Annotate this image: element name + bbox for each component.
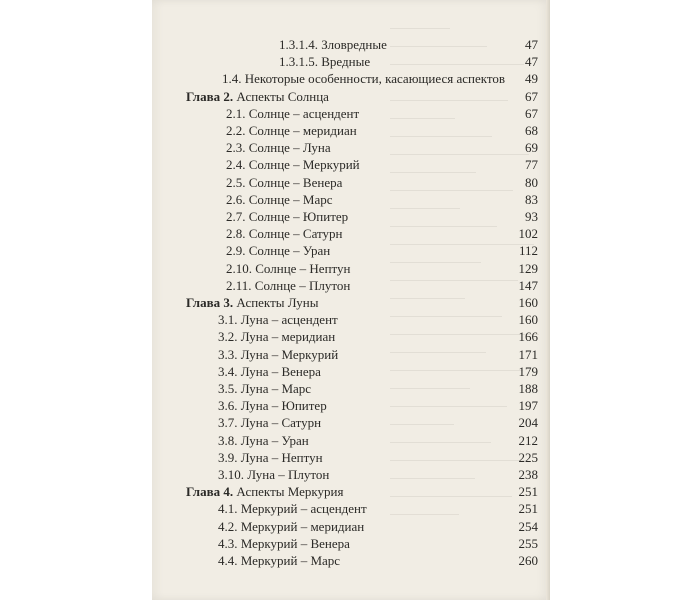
toc-entry-text: 3.6. Луна – Юпитер xyxy=(218,398,327,414)
toc-entry-title xyxy=(226,122,357,140)
toc-entry-title xyxy=(218,500,367,518)
toc-entry-row xyxy=(0,242,700,260)
toc-entry-text: 1.4. Некоторые особенности, касающиеся аспектов xyxy=(222,71,506,87)
toc-entry-row xyxy=(0,449,700,467)
toc-entry-title xyxy=(226,139,331,157)
toc-page-number: 188 xyxy=(518,381,538,396)
toc-page-number: 238 xyxy=(518,467,538,482)
toc-entry-text: 3.7. Луна – Сатурн xyxy=(218,415,322,431)
toc-entry-title xyxy=(226,174,342,192)
toc-entry-text: 2.10. Солнце – Нептун xyxy=(226,260,351,276)
toc-entry-text: 2.11. Солнце – Плутон xyxy=(226,277,351,293)
toc-entry-title xyxy=(218,518,364,536)
toc-entry-text: 4.1. Меркурий – асцендент xyxy=(218,501,367,517)
toc-page-number: 102 xyxy=(518,226,538,242)
toc-entry-text: 4.2. Меркурий – меридиан xyxy=(218,518,365,534)
toc-entry-text: 1.3.1.4. Зловредные xyxy=(279,37,387,52)
toc-page-number: 212 xyxy=(518,432,538,448)
toc-entry-text: 2.3. Солнце – Луна xyxy=(226,140,331,156)
toc-page-number: 67 xyxy=(525,88,538,104)
toc-page-number: 179 xyxy=(518,363,538,379)
toc-entry-row xyxy=(0,500,700,518)
toc-entry-row xyxy=(0,105,700,123)
toc-entry-row xyxy=(0,518,700,536)
toc-entry-title xyxy=(218,328,335,346)
toc-chapter-label: Глава 4. xyxy=(186,484,234,500)
toc-page-number: 204 xyxy=(518,415,538,431)
toc-page-number: 112 xyxy=(518,243,538,259)
toc-entry-text: 2.6. Солнце – Марс xyxy=(226,191,333,207)
toc-entry-text: Аспекты Меркурия xyxy=(236,484,344,500)
toc-entry-row xyxy=(0,70,700,88)
toc-chapter-row xyxy=(0,88,700,106)
toc-entry-text: 1.3.1.5. Вредные xyxy=(279,54,371,70)
toc-page-number: 251 xyxy=(518,484,538,500)
toc-entry-text: 3.4. Луна – Венера xyxy=(218,363,321,379)
toc-entry-title xyxy=(222,70,505,88)
toc-entry-text: 3.9. Луна – Нептун xyxy=(218,449,323,465)
toc-entry-title xyxy=(279,53,370,71)
toc-entry-title xyxy=(218,346,338,364)
toc-page-number: 47 xyxy=(525,54,538,70)
toc-page-number: 171 xyxy=(518,346,538,362)
toc-entry-title xyxy=(218,432,309,450)
toc-page-number: 93 xyxy=(525,209,538,224)
toc-entry-title xyxy=(226,260,351,278)
toc-page-number: 49 xyxy=(525,71,538,87)
toc-page-number: 255 xyxy=(518,535,538,551)
toc-page-number: 80 xyxy=(525,174,538,190)
toc-chapter-label: Глава 3. xyxy=(186,295,234,310)
toc-entry-title xyxy=(218,414,321,432)
toc-entry-row xyxy=(0,191,700,209)
toc-entry-title xyxy=(186,483,343,501)
toc-page-number: 160 xyxy=(518,312,538,328)
toc-entry-text: 2.4. Солнце – Меркурий xyxy=(226,157,360,173)
toc-entry-text: 4.3. Меркурий – Венера xyxy=(218,535,350,551)
toc-entry-row xyxy=(0,466,700,484)
toc-page-number: 260 xyxy=(518,553,538,568)
toc-entry-title xyxy=(226,208,348,226)
toc-chapter-row xyxy=(0,483,700,501)
toc-entry-text: 2.5. Солнце – Венера xyxy=(226,174,343,190)
toc-entry-text: 3.2. Луна – меридиан xyxy=(218,329,336,345)
toc-page-number: 83 xyxy=(525,191,538,207)
toc-entry-text: 3.10. Луна – Плутон xyxy=(218,467,330,482)
toc-entry-title xyxy=(218,380,311,398)
toc-page-number: 147 xyxy=(518,277,538,293)
toc-page-number: 69 xyxy=(525,140,538,156)
toc-page-number: 67 xyxy=(525,105,538,121)
toc-page-number: 254 xyxy=(518,518,538,534)
toc-entry-row xyxy=(0,277,700,295)
toc-entry-title xyxy=(218,466,329,484)
toc-chapter-label: Глава 2. xyxy=(186,88,234,104)
toc-entry-row xyxy=(0,397,700,415)
toc-entry-title xyxy=(279,36,387,54)
toc-entry-row xyxy=(0,432,700,450)
toc-entry-title xyxy=(218,535,350,553)
toc-page-number: 68 xyxy=(525,123,538,138)
toc-entry-row xyxy=(0,346,700,364)
toc-entry-title xyxy=(226,191,333,209)
toc-entry-title xyxy=(186,294,318,312)
toc-chapter-row xyxy=(0,294,700,312)
toc-entry-row xyxy=(0,225,700,243)
toc-page-number: 251 xyxy=(518,501,538,517)
toc-entry-text: 4.4. Меркурий – Марс xyxy=(218,553,341,568)
toc-entry-text: 3.1. Луна – асцендент xyxy=(218,312,338,328)
toc-entry-title xyxy=(218,397,327,415)
toc-entry-text: 2.7. Солнце – Юпитер xyxy=(226,209,349,224)
toc-entry-title xyxy=(226,225,343,243)
toc-page-number: 197 xyxy=(518,398,538,414)
toc-entry-text: Аспекты Луны xyxy=(236,295,319,310)
toc-entry-row xyxy=(0,139,700,157)
toc-entry-title xyxy=(226,242,330,260)
toc-entry-row xyxy=(0,260,700,278)
toc-entry-row xyxy=(0,122,700,140)
toc-entry-row xyxy=(0,174,700,192)
toc-entry-title xyxy=(218,552,340,570)
toc-entry-title xyxy=(218,311,338,329)
toc-page-number: 47 xyxy=(525,37,538,52)
toc-entry-row xyxy=(0,363,700,381)
toc-entry-row xyxy=(0,36,700,54)
toc-page-number: 160 xyxy=(518,295,538,310)
toc-entry-text: 2.9. Солнце – Уран xyxy=(226,243,331,259)
toc-entry-row xyxy=(0,53,700,71)
toc-entry-row xyxy=(0,311,700,329)
toc-entry-text: 2.2. Солнце – меридиан xyxy=(226,123,357,138)
toc-entry-title xyxy=(226,156,360,174)
toc-entry-title xyxy=(218,449,323,467)
toc-entry-row xyxy=(0,552,700,570)
toc-entry-text: Аспекты Солнца xyxy=(236,88,329,104)
toc-entry-row xyxy=(0,156,700,174)
toc-entry-text: 2.8. Солнце – Сатурн xyxy=(226,226,343,242)
toc-page-number: 129 xyxy=(518,260,538,276)
toc-entry-title xyxy=(218,363,321,381)
toc-entry-text: 3.3. Луна – Меркурий xyxy=(218,346,339,362)
toc-entry-text: 2.1. Солнце – асцендент xyxy=(226,105,360,121)
toc-entry-title xyxy=(226,277,350,295)
toc-page-number: 77 xyxy=(525,157,538,173)
toc-entry-row xyxy=(0,535,700,553)
toc-entry-title xyxy=(226,105,359,123)
toc-entry-row xyxy=(0,414,700,432)
toc-entry-row xyxy=(0,328,700,346)
toc-entry-row xyxy=(0,208,700,226)
toc-entry-text: 3.8. Луна – Уран xyxy=(218,432,309,448)
toc-entry-row xyxy=(0,380,700,398)
toc-entry-text: 3.5. Луна – Марс xyxy=(218,381,312,396)
toc-entry-title xyxy=(186,88,329,106)
toc-page-number: 225 xyxy=(518,449,538,465)
toc-page-number: 166 xyxy=(518,329,538,345)
